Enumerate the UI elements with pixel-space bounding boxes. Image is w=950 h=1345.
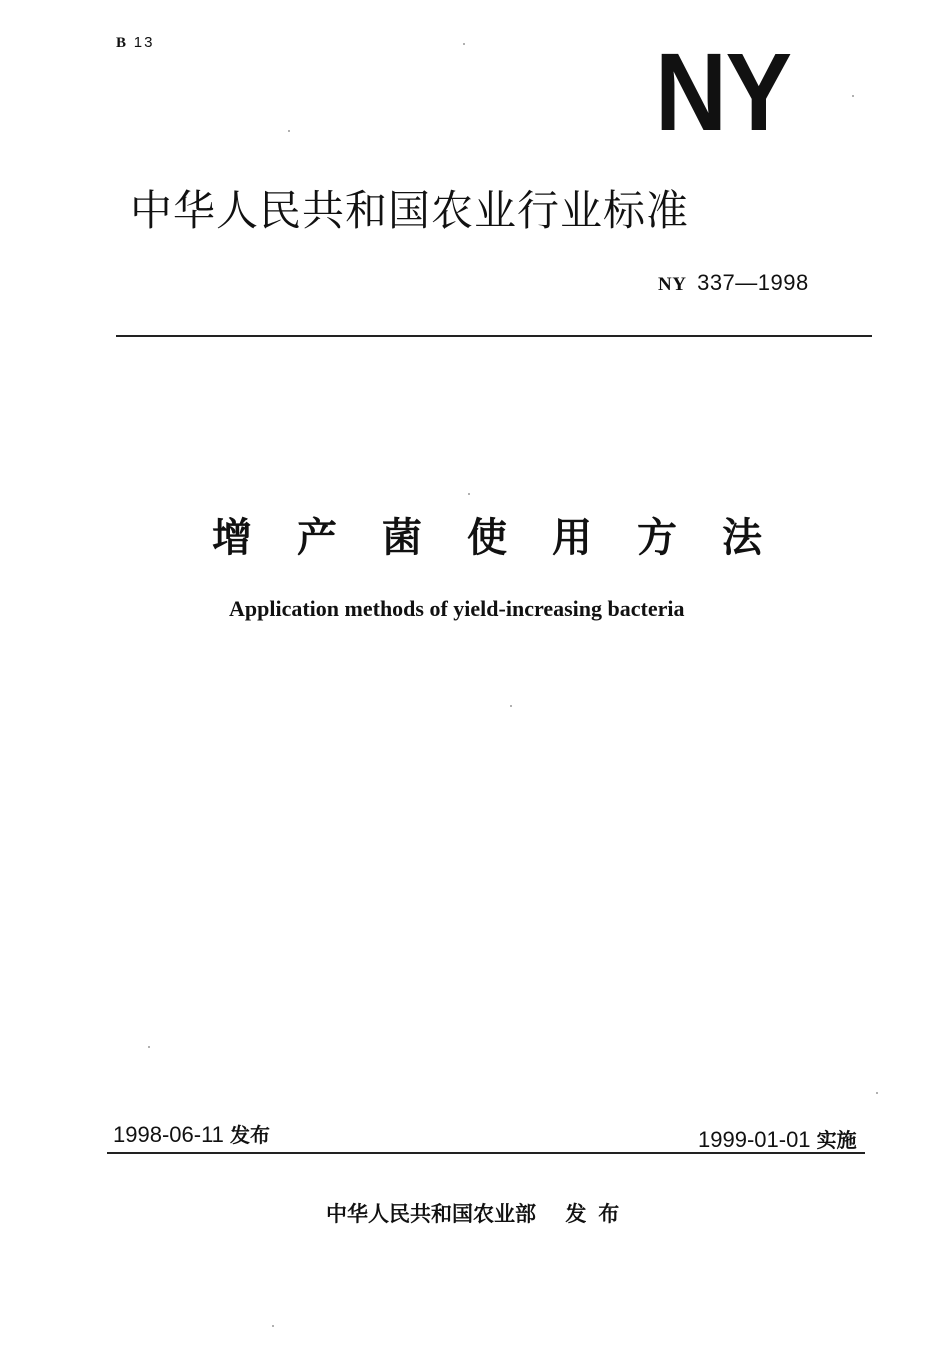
scan-speck — [468, 493, 470, 495]
standard-number-value: 337—1998 — [697, 270, 809, 295]
classification-letter: B — [116, 35, 129, 51]
scan-speck — [510, 705, 512, 707]
scan-speck — [852, 95, 854, 97]
bottom-divider — [107, 1152, 865, 1154]
implement-date: 1999-01-01 — [698, 1127, 811, 1152]
standard-number — [658, 270, 809, 296]
standard-category-title: 中华人民共和国农业行业标准 — [130, 186, 690, 235]
publisher-action: 发布 — [565, 1202, 632, 1226]
publisher-name: 中华人民共和国农业部 — [326, 1202, 536, 1226]
issue-date: 1998-06-11 — [113, 1122, 224, 1147]
document-title-en: Application methods of yield-increasing bacteria — [229, 596, 685, 621]
publisher-line — [326, 1198, 631, 1228]
top-divider — [116, 335, 872, 337]
scan-speck — [288, 130, 290, 132]
classification-code — [116, 34, 154, 52]
standard-number-prefix: NY — [658, 274, 687, 295]
standard-logo: NY — [655, 31, 791, 155]
scan-speck — [272, 1325, 274, 1327]
scan-speck — [463, 43, 465, 45]
scan-speck — [876, 1092, 878, 1094]
implement-label: 实施 — [816, 1128, 857, 1152]
issue-date-line — [113, 1119, 270, 1148]
scan-speck — [148, 1046, 150, 1048]
issue-label: 发布 — [230, 1123, 271, 1147]
implement-date-line — [698, 1124, 857, 1153]
document-title-zh: 增产菌使用方法 — [212, 515, 807, 561]
classification-number: 13 — [133, 34, 155, 51]
